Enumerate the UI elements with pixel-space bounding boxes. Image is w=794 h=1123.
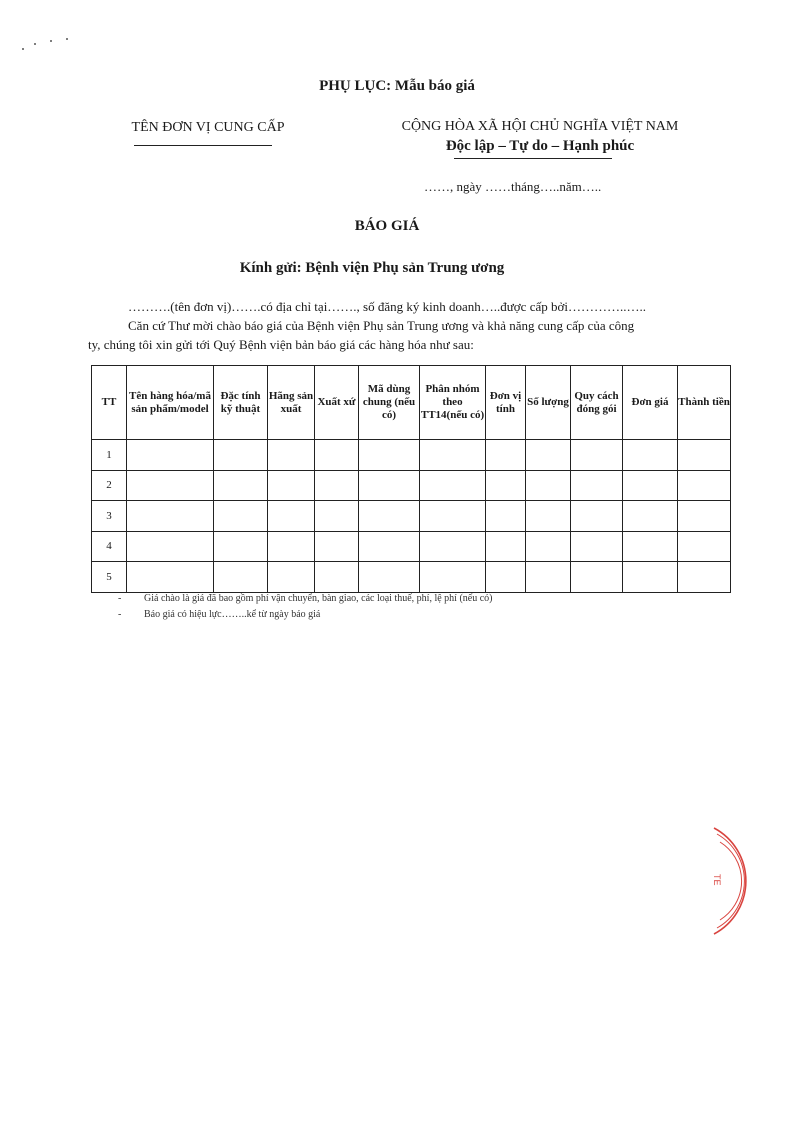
- table-row: [92, 531, 731, 562]
- table-cell: [526, 470, 571, 501]
- column-header-product-name: Tên hàng hóa/mã sản phẩm/model: [127, 366, 214, 440]
- table-cell: [678, 440, 731, 471]
- row-number: 1: [92, 440, 127, 471]
- intro-paragraph-line-2: Căn cứ Thư mời chào báo giá của Bệnh viện Phụ sản Trung ương và khả năng cung cấp của công: [128, 318, 635, 333]
- motto-underline: [454, 158, 612, 159]
- table-cell: [678, 501, 731, 532]
- table-cell: [623, 470, 678, 501]
- supplier-name-label: TÊN ĐƠN VỊ CUNG CẤP: [131, 120, 285, 135]
- row-number: 2: [92, 470, 127, 501]
- row-number: 4: [92, 531, 127, 562]
- national-motto: Độc lập – Tự do – Hạnh phúc: [445, 138, 635, 154]
- column-header-unit-price: Đơn giá: [623, 366, 678, 440]
- column-header-total: Thành tiền: [678, 366, 731, 440]
- table-cell: [571, 501, 623, 532]
- table-cell: [486, 562, 526, 593]
- stamp-text: TE: [712, 874, 722, 886]
- table-cell: [268, 440, 315, 471]
- table-cell: [623, 531, 678, 562]
- table-cell: [486, 501, 526, 532]
- scan-speck: [66, 38, 68, 40]
- note-price-inclusive: [118, 593, 493, 604]
- row-number: 5: [92, 562, 127, 593]
- quotation-table: [91, 365, 731, 593]
- table-cell: [359, 470, 420, 501]
- table-cell: [268, 501, 315, 532]
- column-header-unit: Đơn vị tính: [486, 366, 526, 440]
- table-cell: [127, 440, 214, 471]
- appendix-title: PHỤ LỤC: Mẫu báo giá: [319, 78, 475, 94]
- table-cell: [420, 562, 486, 593]
- table-cell: [526, 531, 571, 562]
- recipient-line: Kính gửi: Bệnh viện Phụ sản Trung ương: [239, 260, 505, 276]
- table-cell: [127, 470, 214, 501]
- table-cell: [268, 470, 315, 501]
- note-text: Giá chào là giá đã bao gồm phí vận chuyển, bàn giao, các loại thuế, phí, lệ phí (nếu có): [144, 593, 493, 604]
- table-cell: [214, 562, 268, 593]
- table-row: [92, 440, 731, 471]
- nation-heading: CỘNG HÒA XÃ HỘI CHỦ NGHĨA VIỆT NAM: [401, 119, 679, 134]
- table-cell: [571, 562, 623, 593]
- table-cell: [486, 470, 526, 501]
- column-header-packaging: Quy cách đóng gói: [571, 366, 623, 440]
- intro-paragraph-line-3: ty, chúng tôi xin gửi tới Quý Bệnh viện bản báo giá các hàng hóa như sau:: [88, 337, 474, 352]
- table-cell: [420, 531, 486, 562]
- table-cell: [623, 562, 678, 593]
- table-cell: [315, 501, 359, 532]
- note-dash: -: [118, 609, 122, 620]
- table-cell: [127, 501, 214, 532]
- table-row: [92, 562, 731, 593]
- table-cell: [623, 440, 678, 471]
- note-dash: -: [118, 593, 122, 604]
- column-header-manufacturer: Hãng sản xuất: [268, 366, 315, 440]
- column-header-quantity: Số lượng: [526, 366, 571, 440]
- date-line: ……, ngày ……tháng…..năm…..: [424, 179, 602, 194]
- table-cell: [359, 501, 420, 532]
- intro-paragraph-line-1: ……….(tên đơn vị)…….có địa chỉ tại……., số đăng ký kinh doanh…..được cấp bởi…………..…..: [128, 299, 646, 314]
- table-cell: [526, 440, 571, 471]
- table-cell: [268, 531, 315, 562]
- scan-speck: [22, 48, 24, 50]
- table-cell: [420, 501, 486, 532]
- table-cell: [315, 531, 359, 562]
- table-cell: [571, 531, 623, 562]
- table-cell: [214, 501, 268, 532]
- table-cell: [486, 440, 526, 471]
- table-cell: [214, 440, 268, 471]
- table-cell: [486, 531, 526, 562]
- column-header-origin: Xuất xứ: [315, 366, 359, 440]
- stamp-inner-arc: [720, 842, 742, 920]
- table-cell: [420, 470, 486, 501]
- table-cell: [623, 501, 678, 532]
- scan-speck: [50, 40, 52, 42]
- table-cell: [214, 470, 268, 501]
- table-row: [92, 501, 731, 532]
- table-cell: [315, 562, 359, 593]
- red-stamp-partial: [700, 826, 760, 936]
- table-cell: [359, 562, 420, 593]
- table-cell: [359, 531, 420, 562]
- column-header-specifications: Đặc tính kỹ thuật: [214, 366, 268, 440]
- table-cell: [678, 531, 731, 562]
- column-header-tt14-group: Phân nhóm theo TT14(nếu có): [420, 366, 486, 440]
- table-row: [92, 470, 731, 501]
- column-header-common-code: Mã dùng chung (nếu có): [359, 366, 420, 440]
- table-cell: [315, 470, 359, 501]
- table-cell: [127, 531, 214, 562]
- table-cell: [678, 470, 731, 501]
- table-cell: [315, 440, 359, 471]
- table-cell: [127, 562, 214, 593]
- note-text: Báo giá có hiệu lực……..kể từ ngày báo giá: [144, 609, 321, 620]
- table-cell: [526, 501, 571, 532]
- note-quote-validity: [118, 609, 320, 620]
- table-cell: [214, 531, 268, 562]
- table-cell: [420, 440, 486, 471]
- scan-speck: [34, 43, 36, 45]
- table-header-row: [92, 366, 731, 440]
- table-cell: [571, 470, 623, 501]
- table-cell: [268, 562, 315, 593]
- table-cell: [526, 562, 571, 593]
- table-cell: [678, 562, 731, 593]
- table-cell: [571, 440, 623, 471]
- row-number: 3: [92, 501, 127, 532]
- column-header-tt: TT: [92, 366, 127, 440]
- supplier-underline: [134, 145, 272, 146]
- table-cell: [359, 440, 420, 471]
- document-title: BÁO GIÁ: [354, 218, 420, 234]
